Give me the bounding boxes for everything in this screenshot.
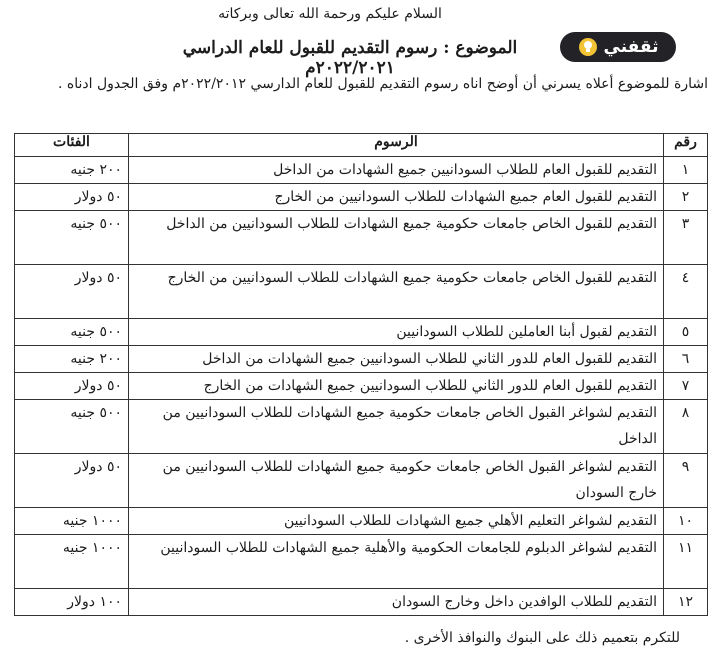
row-amount: ٢٠٠ جنيه	[15, 157, 129, 184]
row-number: ٨	[664, 400, 708, 454]
table-row	[15, 508, 708, 535]
site-logo[interactable]	[560, 32, 676, 62]
row-amount: ٥٠٠ جنيه	[15, 319, 129, 346]
table-row	[15, 211, 708, 265]
row-description: التقديم للقبول الخاص جامعات حكومية جميع الشهادات للطلاب السودانيين من الداخل	[129, 211, 664, 265]
row-amount: ٥٠ دولار	[15, 184, 129, 211]
footer-note: للتكرم بتعميم ذلك على البنوك والنوافذ الأخرى .	[404, 630, 680, 646]
table-row	[15, 319, 708, 346]
header-categories: الفئات	[15, 134, 129, 157]
table-row	[15, 400, 708, 454]
table-row	[15, 373, 708, 400]
row-description: التقديم للقبول الخاص جامعات حكومية جميع الشهادات للطلاب السودانيين من الخارج	[129, 265, 664, 319]
row-description: التقديم لشواغر القبول الخاص جامعات حكومية جميع الشهادات للطلاب السودانيين من خارج السودان	[129, 454, 664, 508]
lightbulb-icon	[578, 37, 598, 57]
table-row	[15, 157, 708, 184]
table-row	[15, 184, 708, 211]
table-row	[15, 346, 708, 373]
row-number: ٢	[664, 184, 708, 211]
subject-heading: الموضوع : رسوم التقديم للقبول للعام الدراسي ٢٠٢٢/٢٠٢١م	[182, 38, 518, 78]
row-amount: ٥٠ دولار	[15, 454, 129, 508]
fees-table-body	[15, 157, 708, 616]
row-number: ١٠	[664, 508, 708, 535]
row-description: التقديم لشواغر القبول الخاص جامعات حكومية جميع الشهادات للطلاب السودانيين من الداخل	[129, 400, 664, 454]
row-amount: ٥٠٠ جنيه	[15, 211, 129, 265]
row-number: ١١	[664, 535, 708, 589]
row-description: التقديم للقبول العام للدور الثاني للطلاب السودانيين جميع الشهادات من الخارج	[129, 373, 664, 400]
row-number: ٩	[664, 454, 708, 508]
fees-table	[14, 133, 708, 616]
row-description: التقديم لشواغر التعليم الأهلي جميع الشهادات للطلاب السودانيين	[129, 508, 664, 535]
table-row	[15, 454, 708, 508]
row-number: ١	[664, 157, 708, 184]
row-amount: ١٠٠ دولار	[15, 589, 129, 616]
row-number: ٤	[664, 265, 708, 319]
row-description: التقديم لشواغر الدبلوم للجامعات الحكومية والأهلية جميع الشهادات للطلاب السودانيين	[129, 535, 664, 589]
row-amount: ٥٠٠ جنيه	[15, 400, 129, 454]
row-number: ١٢	[664, 589, 708, 616]
header-fees: الرسوم	[129, 134, 664, 157]
row-amount: ٥٠ دولار	[15, 265, 129, 319]
row-amount: ١٠٠٠ جنيه	[15, 508, 129, 535]
row-number: ٦	[664, 346, 708, 373]
intro-paragraph: اشارة للموضوع أعلاه يسرني أن أوضح اناه رسوم التقديم للقبول للعام الدارسي ٢٠٢٢/٢٠١٢م وفق الجدول ادناه .	[57, 76, 708, 92]
greeting-line: السلام عليكم ورحمة الله تعالى وبركاته	[218, 6, 442, 22]
row-number: ٥	[664, 319, 708, 346]
table-row	[15, 589, 708, 616]
row-description: التقديم للقبول العام للطلاب السودانيين جميع الشهادات من الداخل	[129, 157, 664, 184]
row-description: التقديم للقبول العام جميع الشهادات للطلاب السودانيين من الخارج	[129, 184, 664, 211]
row-amount: ٢٠٠ جنيه	[15, 346, 129, 373]
row-number: ٣	[664, 211, 708, 265]
logo-text: ثقفني	[603, 37, 659, 57]
row-number: ٧	[664, 373, 708, 400]
row-amount: ١٠٠٠ جنيه	[15, 535, 129, 589]
table-header-row	[15, 134, 708, 157]
row-amount: ٥٠ دولار	[15, 373, 129, 400]
table-row	[15, 265, 708, 319]
row-description: التقديم لقبول أبنا العاملين للطلاب السودانيين	[129, 319, 664, 346]
table-row	[15, 535, 708, 589]
row-description: التقديم للقبول العام للدور الثاني للطلاب السودانيين جميع الشهادات من الداخل	[129, 346, 664, 373]
row-description: التقديم للطلاب الوافدين داخل وخارج السودان	[129, 589, 664, 616]
header-number: رقم	[664, 134, 708, 157]
